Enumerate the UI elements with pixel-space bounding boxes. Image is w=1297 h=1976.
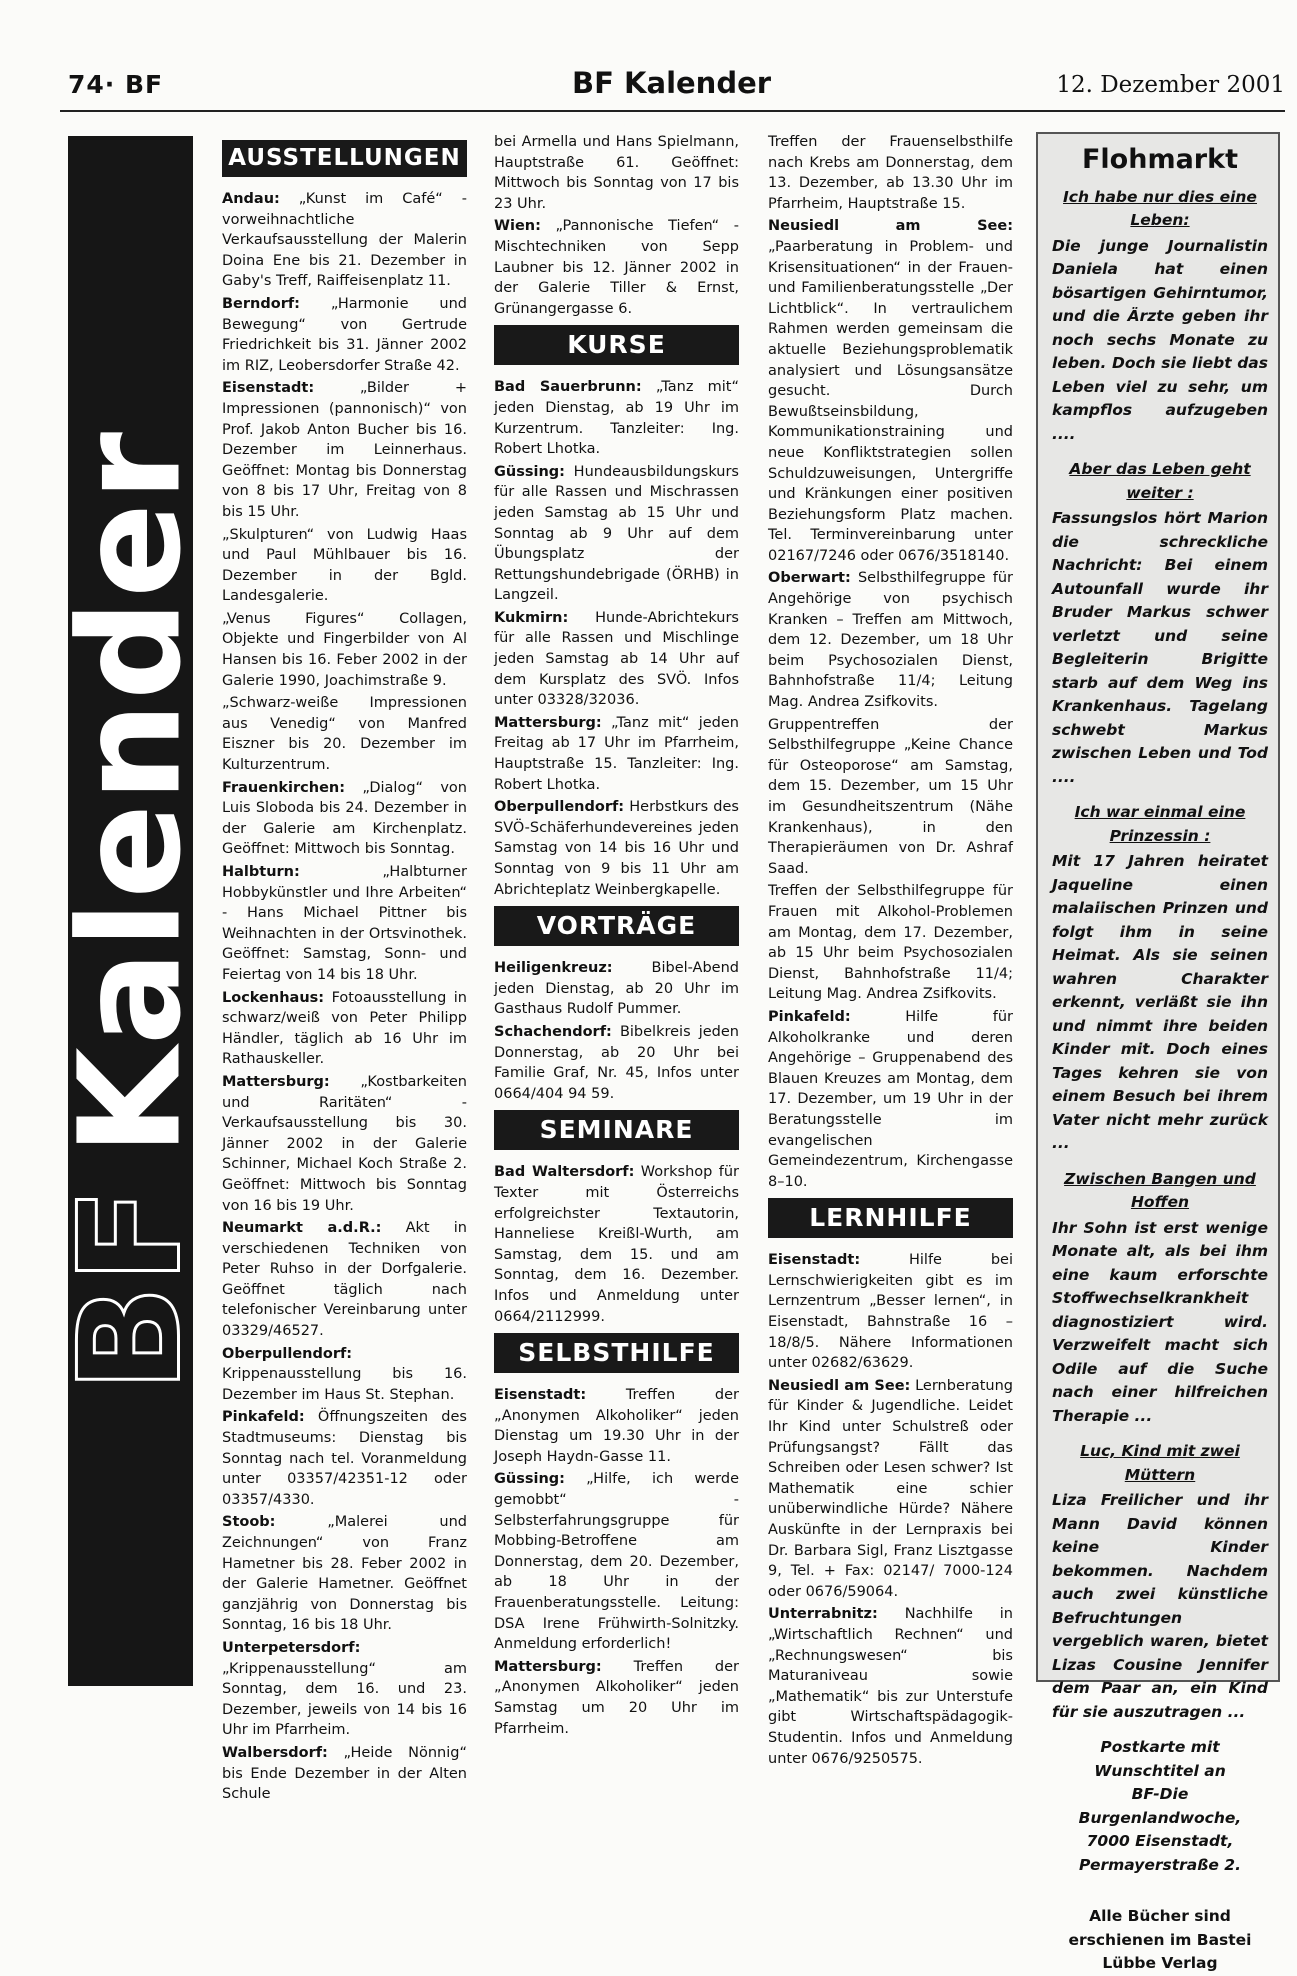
listing-entry — [494, 1022, 739, 1104]
list-vortraege — [494, 958, 739, 1104]
listing-text: „Malerei und Zeichnungen“ von Franz Hametner bis 28. Feber 2002 in der Galerie Hametner. Geöffnet ganzjährig von Donnerstag bis Sonntag, 16 bis 18 Uhr. — [222, 1514, 467, 1634]
listing-text: Treffen der „Anonymen Alkoholiker“ jeden Samstag um 20 Uhr im Pfarrheim. — [494, 1658, 739, 1737]
listing-entry — [494, 1162, 739, 1327]
listing-text: Bibelkreis jeden Donnerstag, ab 20 Uhr bei Familie Graf, Nr. 45, Infos unter 0664/404 94 59. — [494, 1023, 739, 1102]
listing-place: Eisenstadt: — [768, 1252, 861, 1269]
listing-place: Neusiedl am See: — [768, 1377, 911, 1394]
listing-text: Nachhilfe in „Wirtschaftlich Rechnen“ und „Rechnungswesen“ bis Maturaniveau sowie „Mathematik“ bis zur Unterstufe gibt Wirtschaftspädagogik-Studentin. Infos und Anmeldung unter 0676/9250575. — [768, 1606, 1013, 1767]
listing-place: Eisenstadt: — [222, 380, 315, 397]
listing-place: Neusiedl am See: — [768, 218, 1013, 235]
page-header — [60, 62, 1285, 110]
book-blurb: Fassungslos hört Marion die schreckliche Nachricht: Bei einem Autounfall wurde ihr Bruder Markus schwer verletzt und seine Begleiterin Brigitte starb auf dem Weg ins Krankenhaus. Tagelang schwebt Markus zwischen Leben und Tod .... — [1052, 509, 1268, 786]
book-title: Ich habe nur dies eine Leben: — [1063, 187, 1257, 229]
listing-text: „Halbturner Hobbykünstler und Ihre Arbeiten“ - Hans Michael Pittner bis Weihnachten in der Ortsvinothek. Geöffnet: Samstag, Sonn- und Feiertag von 14 bis 18 Uhr. — [222, 864, 467, 983]
page-title: BF Kalender — [572, 66, 772, 100]
section-heading-lernhilfe: LERNHILFE — [768, 1198, 1013, 1238]
book-blurb: Liza Freilicher und ihr Mann David können keine Kinder bekommen. Nachdem auch zwei künstliche Befruchtungen vergeblich waren, bietet Lizas Cousine Jennifer dem Paar an, ein Kind für sie auszutragen ... — [1052, 1491, 1268, 1721]
listing-text: Herbstkurs des SVÖ-Schäferhundevereines jeden Samstag von 14 bis 16 Uhr und Sonntag von 9 bis 11 Uhr am Abrichteplatz Weinbergkapelle. — [494, 799, 739, 898]
listing-text: „Heide Nönnig“ bis Ende Dezember in der Alten Schule — [222, 1744, 467, 1803]
book-title: Aber das Leben geht weiter : — [1069, 460, 1251, 502]
list-kurse — [494, 377, 739, 900]
listing-entry — [222, 1638, 467, 1741]
listing-entry — [494, 1657, 739, 1739]
listing-entry — [768, 1007, 1013, 1192]
book-blurb: Ihr Sohn ist erst wenige Monate alt, als bei ihm eine kaum erforschte Stoffwechselkrankheit diagnostiziert wird. Verzweifelt macht sich Odile auf die Suche nach einer hilfreichen Therapie ... — [1052, 1218, 1268, 1425]
listing-entry — [768, 216, 1013, 566]
listing-entry — [222, 609, 467, 691]
column-3 — [768, 132, 1013, 1771]
listing-entry — [494, 1469, 739, 1654]
listing-place: Halbturn: — [222, 864, 300, 880]
listing-entry — [494, 1385, 739, 1467]
book-blurb: Mit 17 Jahren heiratet Jaqueline einen malaiischen Prinzen und folgt ihm in seine Heimat. Als sie seinen wahren Charakter erkennt, verläßt sie ihn und nimmt ihre beiden Kinder mit. Doch eines Tages kehren sie von einem Besuch bei ihrem Vater nicht mehr zurück ... — [1052, 852, 1268, 1152]
listing-text: „Schwarz-weiße Impressionen aus Venedig“ von Manfred Eiszner bis 20. Dezember im Kulturzentrum. — [222, 695, 467, 774]
listing-entry — [494, 608, 739, 711]
section-heading-ausstellungen: AUSSTELLUNGEN — [222, 140, 467, 177]
listing-place: Mattersburg: — [494, 714, 602, 731]
listing-text: „Skulpturen“ von Ludwig Haas und Paul Mühlbauer bis 16. Dezember in der Bgld. Landesgalerie. — [222, 526, 467, 605]
list-seminare — [494, 1162, 739, 1327]
listing-entry — [222, 1512, 467, 1636]
listing-place: Pinkafeld: — [222, 1409, 305, 1426]
listing-text: „Venus Figures“ Collagen, Objekte und Fingerbilder von Al Hansen bis 16. Feber 2002 in der Galerie 1990, Joachimstraße 9. — [222, 610, 467, 689]
listing-entry — [222, 525, 467, 607]
listing-text: Workshop für Texter mit Österreichs erfolgreichster Textautorin, Hanneliese Kreißl-Wurth, am Samstag, dem 15. und am Sonntag, dem 16. Dezember. Infos und Anmeldung unter 0664/2112999. — [494, 1164, 739, 1325]
listing-entry — [768, 1250, 1013, 1374]
listing-entry — [768, 881, 1013, 1005]
listing-place: Lockenhaus: — [222, 989, 325, 1006]
flohmarkt-title: Flohmarkt — [1081, 144, 1238, 175]
listing-place: Bad Waltersdorf: — [494, 1164, 635, 1181]
book-title: Ich war einmal eine Prinzessin : — [1074, 803, 1246, 845]
column-2 — [494, 132, 739, 1741]
listing-entry — [222, 1407, 467, 1510]
listing-entry — [222, 1743, 467, 1805]
listing-place: Güssing: — [494, 463, 565, 480]
listing-place: Frauenkirchen: — [222, 779, 346, 796]
listing-text: Öffnungszeiten des Stadtmuseums: Dienstag bis Sonntag nach tel. Voranmeldung unter 03357/42351-12 oder 03357/4330. — [222, 1409, 467, 1508]
listing-place: Oberwart: — [768, 570, 851, 587]
listing-place: Heiligenkreuz: — [494, 960, 613, 977]
listing-entry — [222, 1344, 467, 1406]
listing-text: Hunde-Abrichtekurs für alle Rassen und Mischlinge jeden Samstag ab 14 Uhr auf dem Kursplatz des SVÖ. Infos unter 03328/32036. — [494, 609, 739, 709]
page-number: 74· BF — [68, 70, 164, 99]
list-selbsthilfe-cont — [768, 132, 1013, 1192]
listing-entry — [768, 568, 1013, 712]
listing-place: Oberpullendorf: — [494, 799, 625, 816]
listing-text: „Dialog“ von Luis Sloboda bis 24. Dezember in der Galerie am Kirchenplatz. Geöffnet: Mittwoch bis Sonntag. — [222, 779, 467, 858]
listing-place: Berndorf: — [222, 295, 300, 312]
listing-text: Hundeausbildungskurs für alle Rassen und Mischrassen jeden Samstag ab 15 Uhr und Sonntag ab 9 Uhr auf dem Übungsplatz der Rettungshundebrigade (ÖRHB) in Langzeil. — [494, 463, 739, 604]
listing-entry — [494, 713, 739, 795]
flohmarkt-publisher: Alle Bücher sind erschienen im Bastei Lübbe Verlag — [1068, 1907, 1252, 1972]
listing-text: Akt in verschiedenen Techniken von Peter Ruhso in der Dorfgalerie. Geöffnet täglich nach telefonischer Vereinbarung unter 03329/46527. — [222, 1220, 467, 1340]
listing-text: Gruppentreffen der Selbsthilfegruppe „Keine Chance für Osteoporose“ am Samstag, dem 15. Dezember, um 15 Uhr im Gesundheitszentrum (Nähe Krankenhaus), in den Therapieräumen von Dr. Ashraf Saad. — [768, 716, 1013, 877]
book-list — [1052, 186, 1268, 1725]
listing-place: Neumarkt a.d.R.: — [222, 1220, 382, 1237]
listing-text: „Hilfe, ich werde gemobbt“ - Selbsterfahrungsgruppe für Mobbing-Betroffene am Donnerstag, dem 20. Dezember, ab 18 Uhr in der Frauenberatungsstelle. Leitung: DSA Irene Frühwirth-Solnitzky. Anmeldung erforderlich! — [494, 1471, 739, 1653]
listing-entry — [494, 958, 739, 1020]
book-title: Luc, Kind mit zwei Müttern — [1080, 1442, 1240, 1484]
listing-place: Andau: — [222, 191, 280, 207]
section-heading-kurse: KURSE — [494, 325, 739, 365]
listing-text: Selbsthilfegruppe für Angehörige von psychisch Kranken – Treffen am Mittwoch, dem 12. Dezember, um 18 Uhr beim Psychosozialen Dienst, Bahnhofstraße 11/4; Leitung Mag. Andrea Zsifkovits. — [768, 570, 1013, 711]
flohmarkt-contact: Postkarte mit Wunschtitel an BF-Die Burgenlandwoche, 7000 Eisenstadt, Permayerstraße 2. — [1078, 1738, 1242, 1874]
listing-entry — [222, 862, 467, 986]
listing-text: „Harmonie und Bewegung“ von Gertrude Friedrichkeit bis 31. Jänner 2002 im RIZ, Leobersdorfer Straße 42. — [222, 295, 467, 374]
listing-text: „Pannonische Tiefen“ - Mischtechniken von Sepp Laubner bis 12. Jänner 2002 in der Galerie Tiller & Ernst, Grünangergasse 6. — [494, 218, 739, 317]
listing-entry — [494, 797, 739, 900]
listing-entry — [768, 132, 1013, 214]
listing-text: „Tanz mit“ jeden Freitag ab 17 Uhr im Pfarrheim, Hauptstraße 15. Tanzleiter: Ing. Robert Lhotka. — [494, 714, 739, 793]
listing-place: Wien: — [494, 218, 541, 235]
listing-entry — [222, 189, 467, 292]
listing-place: Güssing: — [494, 1471, 565, 1488]
section-heading-selbsthilfe: SELBSTHILFE — [494, 1333, 739, 1373]
list-ausstellungen-cont — [494, 132, 739, 319]
listing-entry — [768, 715, 1013, 880]
listing-place: Pinkafeld: — [768, 1008, 851, 1025]
header-divider — [60, 110, 1285, 112]
listing-place: Unterrabnitz: — [768, 1606, 878, 1623]
listing-text: Lernberatung für Kinder & Jugendliche. Leidet Ihr Kind unter Schulstreß oder Prüfungsangst? Fällt das Schreiben oder Lesen schwer? Ist Mathematik eine schier unüberwindliche Hürde? Nähere Auskünfte in der Lernpraxis bei Dr. Barbara Sigl, Franz Lisztgasse 9, Tel. + Fax: 02147/ 7000-124 oder 0676/59064. — [768, 1377, 1013, 1600]
flohmarkt-box — [1036, 132, 1280, 1972]
listing-entry — [222, 988, 467, 1070]
listing-text: Treffen der „Anonymen Alkoholiker“ jeden Dienstag um 19.30 Uhr in der Joseph Haydn-Gasse 11. — [494, 1387, 739, 1465]
listing-entry — [222, 693, 467, 775]
column-1 — [222, 140, 467, 1807]
listing-text: Hilfe bei Lernschwierigkeiten gibt es im Lernzentrum „Besser lernen“, in Eisenstadt, Bahnstraße 16 – 18/8/5. Nähere Informationen unter 02682/63629. — [768, 1252, 1013, 1372]
listing-place: Stoob: — [222, 1514, 276, 1531]
listing-place: Mattersburg: — [222, 1073, 330, 1090]
listing-place: Unterpetersdorf: — [222, 1639, 361, 1656]
listing-text: Krippenausstellung bis 16. Dezember im Haus St. Stephan. — [222, 1366, 467, 1403]
listing-text: „Bilder + Impressionen (pannonisch)“ von Prof. Jakob Anton Bucher bis 16. Dezember im Leinnerhaus. Geöffnet: Montag bis Donnerstag von 8 bis 17 Uhr, Freitag von 8 bis 15 Uhr. — [222, 380, 467, 520]
listing-entry — [222, 1072, 467, 1216]
book-title: Zwischen Bangen und Hoffen — [1064, 1169, 1256, 1211]
listing-entry — [222, 378, 467, 522]
listing-text: Hilfe für Alkoholkranke und deren Angehörige – Gruppenabend des Blauen Kreuzes am Montag, dem 17. Dezember, um 19 Uhr in der Beratungsstelle im evangelischen Gemeindezentrum, Kirchengasse 8–10. — [768, 1008, 1013, 1190]
listing-entry — [494, 377, 739, 459]
listing-place: Eisenstadt: — [494, 1387, 587, 1404]
listing-entry — [494, 216, 739, 319]
listing-place: Walbersdorf: — [222, 1744, 328, 1761]
listing-text: „Kunst im Café“ - vorweihnachtliche Verkaufsausstellung der Malerin Doina Ene bis 21. Dezember in Gaby's Treff, Raiffeisenplatz 11. — [222, 191, 467, 290]
sidebar-banner-text: BFKalender — [49, 429, 212, 1393]
list-selbsthilfe — [494, 1385, 739, 1739]
listing-text: bei Armella und Hans Spielmann, Hauptstraße 61. Geöffnet: Mittwoch bis Sonntag von 17 bis 23 Uhr. — [494, 134, 739, 212]
section-heading-vortraege: VORTRÄGE — [494, 906, 739, 946]
listing-entry — [222, 778, 467, 860]
listing-text: Treffen der Selbsthilfegruppe für Frauen mit Alkohol-Problemen am Montag, dem 17. Dezember, ab 15 Uhr beim Psychosozialen Dienst, Bahnhofstraße 11/4; Leitung Mag. Andrea Zsifkovits. — [768, 883, 1013, 1003]
listing-entry — [222, 1218, 467, 1342]
listing-text: „Krippenausstellung“ am Sonntag, dem 16. und 23. Dezember, jeweils von 14 bis 16 Uhr im Pfarrheim. — [222, 1660, 467, 1739]
listing-text: „Paarberatung in Problem- und Krisensituationen“ in der Frauen- und Familienberatungsstelle „Der Lichtblick“. In vertraulichem Rahmen werden gemeinsam die aktuelle Beziehungsproblematik analysiert und Lösungsansätze gesucht. Durch Bewußtseinsbildung, Kommunikationstraining und neue Konfliktstrategien sollen Schuldzuweisungen, Untergriffe und Kränkungen einer positiven Beziehungsform Platz machen. Tel. Terminvereinbarung unter 02167/7246 oder 0676/3518140. — [768, 238, 1013, 564]
listing-entry — [768, 1376, 1013, 1603]
listing-place: Oberpullendorf: — [222, 1345, 353, 1362]
listing-text: „Tanz mit“ jeden Dienstag, ab 19 Uhr im Kurzentrum. Tanzleiter: Ing. Robert Lhotka. — [494, 379, 739, 458]
section-heading-seminare: SEMINARE — [494, 1110, 739, 1150]
listing-entry — [494, 132, 739, 214]
listing-entry — [222, 294, 467, 376]
listing-place: Bad Sauerbrunn: — [494, 379, 642, 396]
issue-date: 12. Dezember 2001 — [1056, 72, 1285, 98]
listing-text: Bibel-Abend jeden Dienstag, ab 20 Uhr im Gasthaus Rudolf Pummer. — [494, 960, 739, 1018]
book-blurb: Die junge Journalistin Daniela hat einen bösartigen Gehirntumor, und die Ärzte geben ihr noch sechs Monate zu leben. Doch sie liebt das Leben viel zu sehr, um kampflos aufzugeben .... — [1052, 236, 1268, 443]
listing-place: Schachendorf: — [494, 1023, 612, 1040]
list-ausstellungen — [222, 189, 467, 1805]
listing-entry — [494, 462, 739, 606]
listing-entry — [768, 1604, 1013, 1769]
listing-text: Fotoausstellung in schwarz/weiß von Peter Philipp Händler, täglich ab 16 Uhr im Rathauskeller. — [222, 989, 467, 1068]
sidebar-banner — [49, 136, 212, 1686]
listing-place: Mattersburg: — [494, 1658, 602, 1675]
listing-place: Kukmirn: — [494, 609, 569, 626]
listing-text: Treffen der Frauenselbsthilfe nach Krebs am Donnerstag, dem 13. Dezember, ab 13.30 Uhr im Pfarrheim, Hauptstraße 15. — [768, 134, 1013, 212]
list-lernhilfe — [768, 1250, 1013, 1769]
listing-text: „Kostbarkeiten und Raritäten“ - Verkaufsausstellung bis 30. Jänner 2002 in der Galerie Schinner, Michael Koch Straße 2. Geöffnet: Mittwoch bis Sonntag von 16 bis 19 Uhr. — [222, 1073, 467, 1214]
